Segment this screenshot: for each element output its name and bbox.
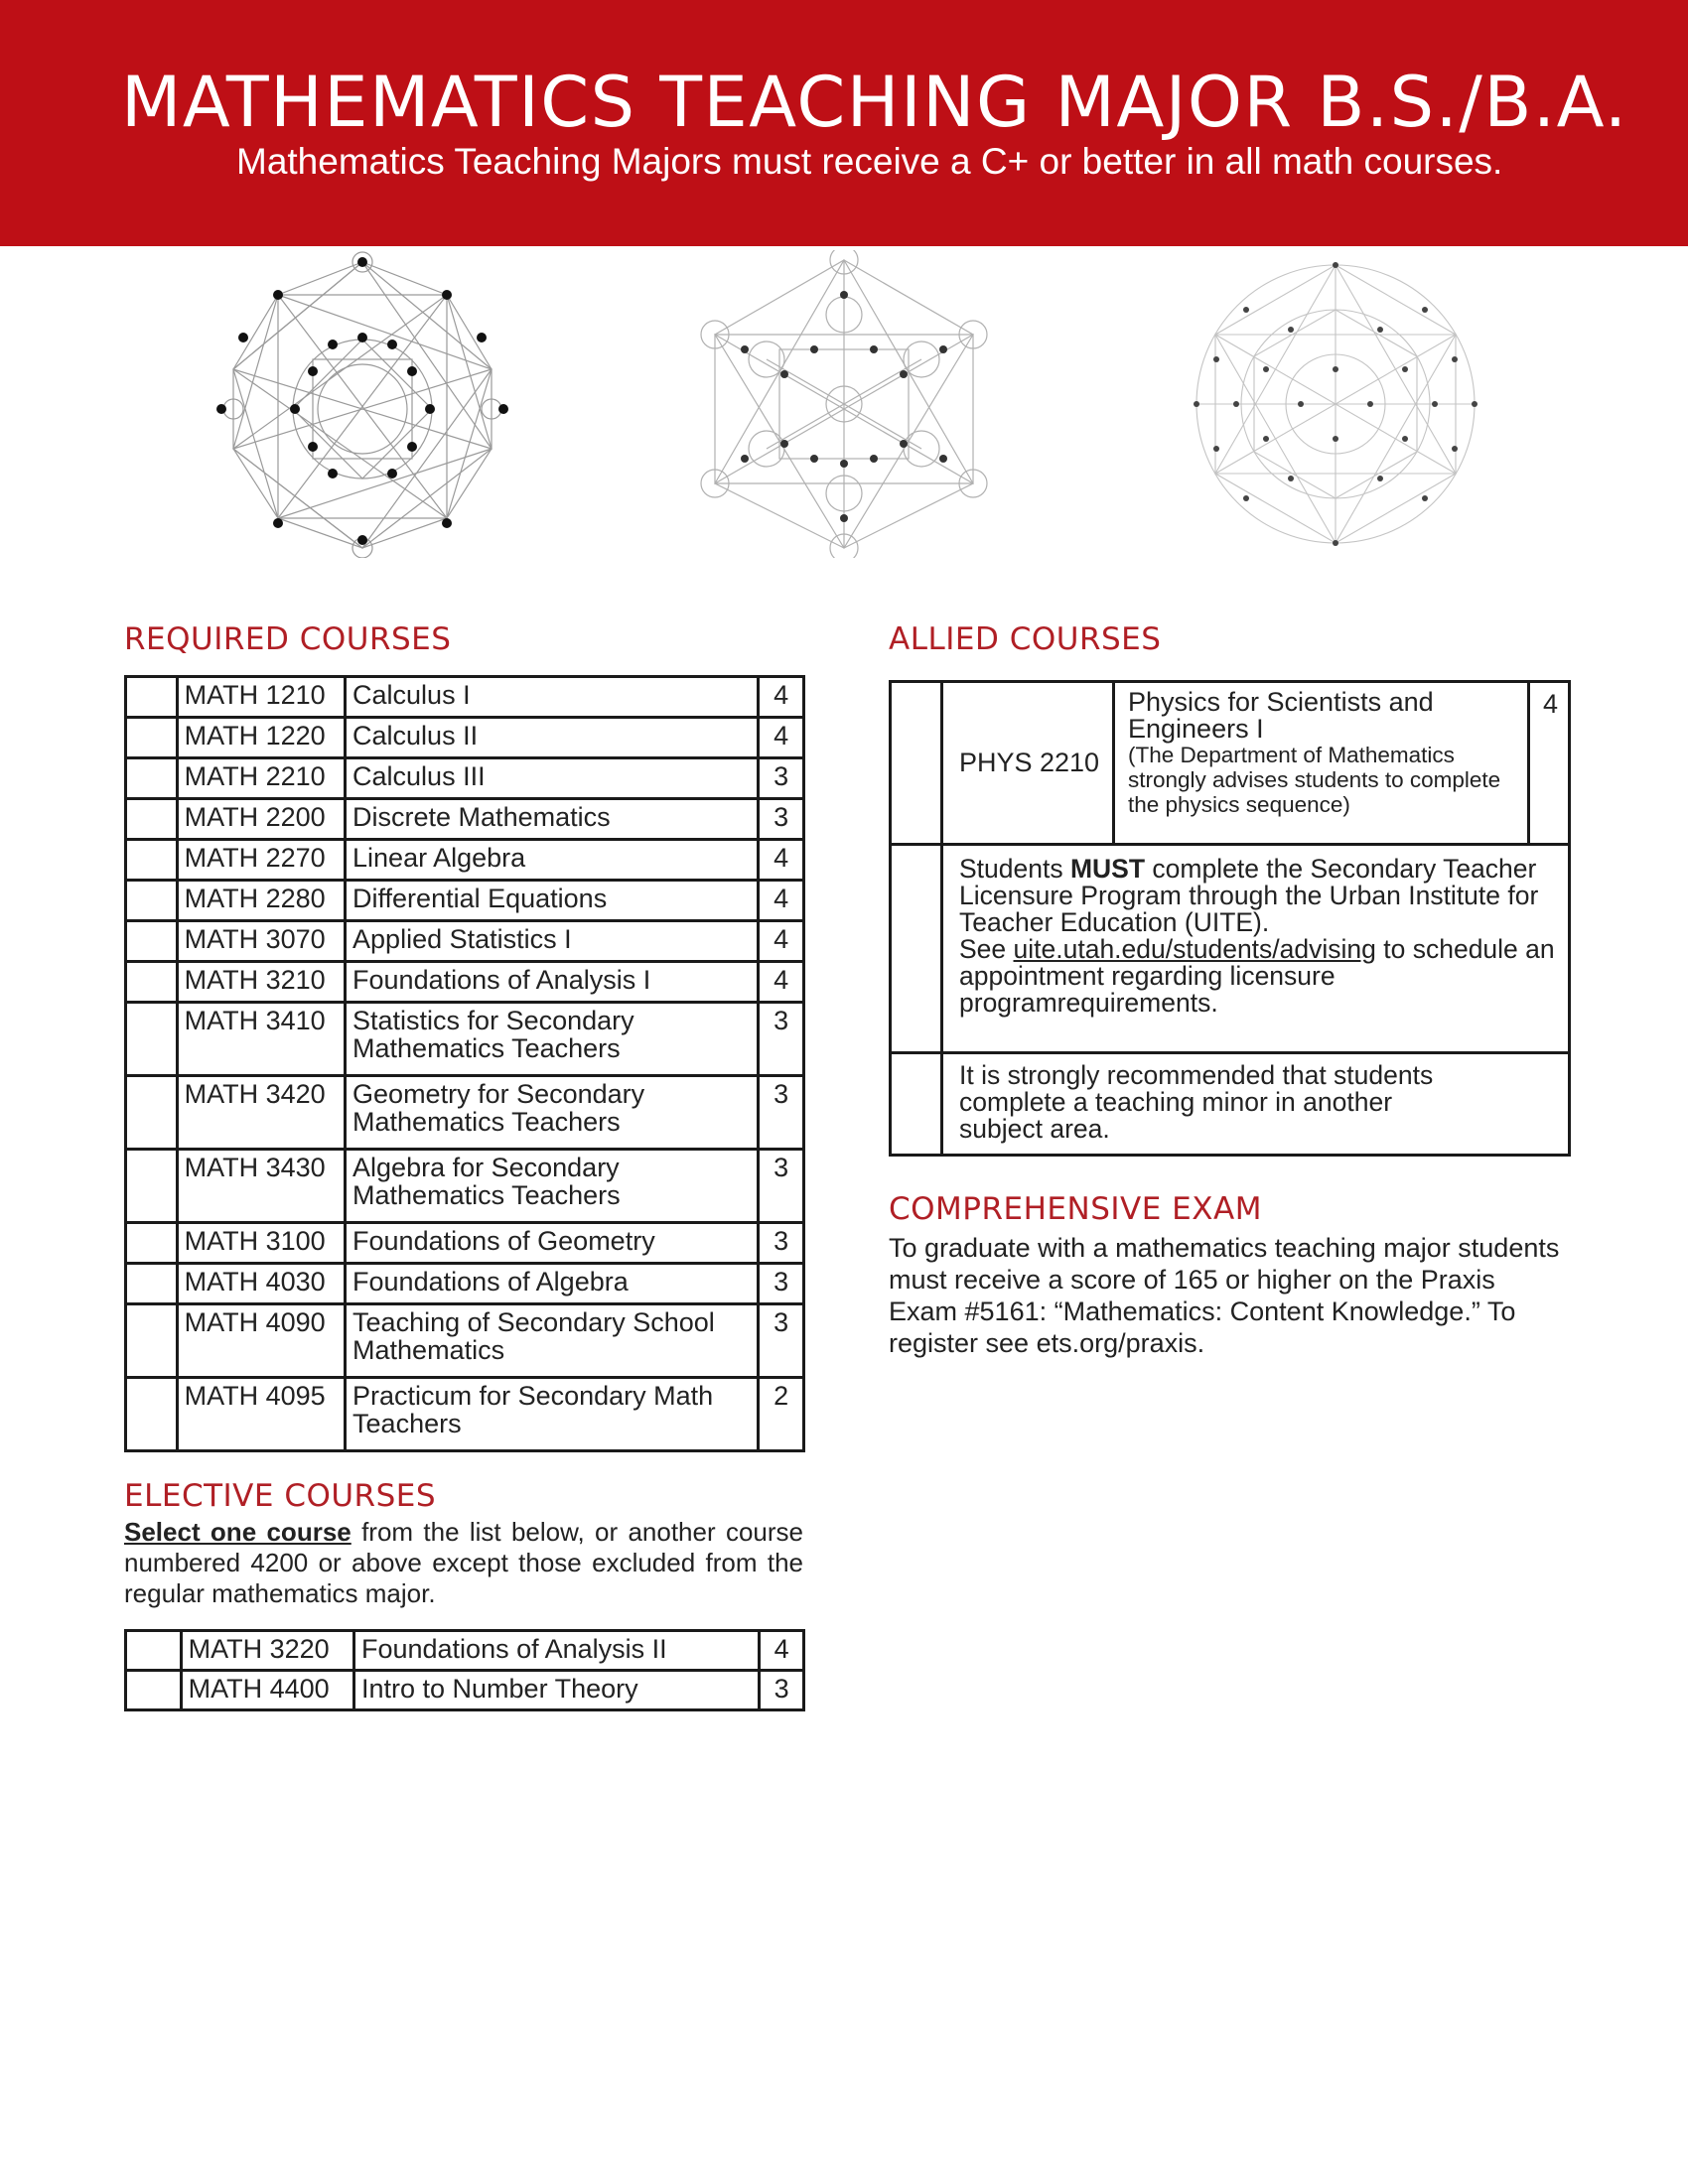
elective-courses-heading: ELECTIVE COURSES [124, 1478, 437, 1514]
course-code: MATH 3220 [181, 1631, 353, 1671]
course-title: Calculus I [346, 677, 759, 718]
course-checkbox[interactable] [126, 1003, 178, 1076]
licensure-post: complete the Secondary Teacher Licensure Program through the Urban Institute for Teacher Education (UITE). [959, 854, 1539, 937]
course-title: Geometry for Secondary Mathematics Teachers [346, 1076, 759, 1150]
course-code: MATH 4400 [181, 1671, 353, 1710]
required-courses-table [124, 675, 805, 1452]
course-title: Linear Algebra [346, 840, 759, 881]
course-code: MATH 2200 [177, 799, 345, 840]
course-credits: 3 [759, 1003, 804, 1076]
course-row [126, 1150, 804, 1223]
course-title: Teaching of Secondary School Mathematics [346, 1304, 759, 1378]
course-checkbox[interactable] [126, 1671, 182, 1710]
licensure-must: MUST [1069, 854, 1146, 884]
licensure-row [892, 846, 1568, 1054]
course-code: MATH 1220 [177, 718, 345, 758]
course-code: MATH 2210 [177, 758, 345, 799]
course-row [126, 1003, 804, 1076]
course-checkbox[interactable] [126, 921, 178, 962]
course-title: Practicum for Secondary Math Teachers [346, 1378, 759, 1451]
minor-row [892, 1054, 1568, 1154]
uite-advising-link[interactable]: uite.utah.edu/students/advising [1013, 934, 1376, 964]
minor-recommendation: It is strongly recommended that students complete a teaching minor in another subject area. [959, 1060, 1434, 1144]
course-title: Foundations of Analysis II [353, 1631, 759, 1671]
course-title: Algebra for Secondary Mathematics Teachers [346, 1150, 759, 1223]
course-row [126, 1304, 804, 1378]
course-checkbox[interactable] [126, 1076, 178, 1150]
course-credits: 3 [759, 1076, 804, 1150]
course-row [126, 799, 804, 840]
allied-course-note: (The Department of Mathematics strongly advises students to complete the physics sequence) [1128, 743, 1501, 817]
licensure-see: See [959, 934, 1014, 964]
course-row [126, 1631, 804, 1671]
course-title: Discrete Mathematics [346, 799, 759, 840]
course-code: MATH 3410 [177, 1003, 345, 1076]
sacred-geometry-graphic-3 [1177, 250, 1494, 558]
course-checkbox[interactable] [126, 962, 178, 1003]
licensure-text [959, 856, 1555, 1017]
course-credits: 4 [759, 677, 804, 718]
course-code: MATH 1210 [177, 677, 345, 718]
course-row [126, 677, 804, 718]
course-checkbox[interactable] [126, 799, 178, 840]
allied-courses-box [889, 680, 1571, 1157]
page-title: MATHEMATICS TEACHING MAJOR B.S./B.A. [121, 62, 1628, 143]
allied-courses-heading: ALLIED COURSES [889, 621, 1162, 657]
course-row [126, 1223, 804, 1264]
course-code: MATH 3100 [177, 1223, 345, 1264]
course-checkbox[interactable] [126, 1631, 182, 1671]
course-credits: 3 [759, 1304, 804, 1378]
course-row [126, 962, 804, 1003]
course-row [126, 1671, 804, 1710]
comprehensive-exam-description: To graduate with a mathematics teaching major students must receive a score of 165 or higher on the Praxis Exam #5161: “Mathematics: Content Knowledge.” To register see ets.org/praxis. [889, 1233, 1560, 1358]
course-code: MATH 4095 [177, 1378, 345, 1451]
course-row [126, 1378, 804, 1451]
course-checkbox[interactable] [126, 1378, 178, 1451]
course-row [126, 840, 804, 881]
course-code: MATH 4030 [177, 1264, 345, 1304]
course-row [126, 1076, 804, 1150]
course-checkbox[interactable] [126, 1264, 178, 1304]
course-code: MATH 3070 [177, 921, 345, 962]
course-title: Foundations of Analysis I [346, 962, 759, 1003]
course-title: Calculus II [346, 718, 759, 758]
course-checkbox[interactable] [126, 840, 178, 881]
allied-course-credits: 4 [1527, 683, 1571, 843]
course-title: Applied Statistics I [346, 921, 759, 962]
course-credits: 3 [759, 758, 804, 799]
course-title: Statistics for Secondary Mathematics Teachers [346, 1003, 759, 1076]
course-credits: 3 [759, 1150, 804, 1223]
course-credits: 3 [759, 799, 804, 840]
allied-course-row [892, 683, 1568, 846]
course-code: MATH 3210 [177, 962, 345, 1003]
course-checkbox[interactable] [126, 758, 178, 799]
elective-courses-table [124, 1629, 805, 1711]
sacred-geometry-graphic-2 [685, 250, 1003, 558]
course-code: MATH 3420 [177, 1076, 345, 1150]
course-credits: 3 [760, 1671, 804, 1710]
sacred-geometry-graphic-1 [204, 250, 521, 558]
course-credits: 3 [759, 1264, 804, 1304]
elective-description [124, 1517, 803, 1609]
course-row [126, 881, 804, 921]
course-code: MATH 2280 [177, 881, 345, 921]
required-courses-heading: REQUIRED COURSES [124, 621, 452, 657]
course-row [126, 1264, 804, 1304]
course-code: MATH 4090 [177, 1304, 345, 1378]
course-title: Calculus III [346, 758, 759, 799]
page-subtitle: Mathematics Teaching Majors must receive a C+ or better in all math courses. [236, 141, 1503, 182]
course-checkbox[interactable] [126, 1304, 178, 1378]
course-code: MATH 2270 [177, 840, 345, 881]
course-credits: 4 [759, 718, 804, 758]
course-credits: 4 [760, 1631, 804, 1671]
allied-course-code: PHYS 2210 [946, 683, 1115, 843]
course-credits: 3 [759, 1223, 804, 1264]
course-credits: 4 [759, 962, 804, 1003]
course-row [126, 758, 804, 799]
course-title: Differential Equations [346, 881, 759, 921]
allied-course-title: Physics for Scientists and Engineers I [1128, 687, 1434, 744]
course-checkbox[interactable] [126, 881, 178, 921]
course-credits: 4 [759, 921, 804, 962]
course-checkbox[interactable] [126, 677, 178, 718]
elective-lead: Select one course [124, 1517, 352, 1547]
course-credits: 4 [759, 840, 804, 881]
elective-description-text: from the list below, or another course numbered 4200 or above except those excluded from the regular mathematics major. [124, 1517, 803, 1608]
course-checkbox[interactable] [126, 718, 178, 758]
course-checkbox[interactable] [126, 1223, 178, 1264]
course-credits: 2 [759, 1378, 804, 1451]
course-row [126, 921, 804, 962]
licensure-tail: to schedule an appointment regarding licensure programrequirements. [959, 934, 1555, 1018]
licensure-pre: Students [959, 854, 1070, 884]
course-title: Foundations of Geometry [346, 1223, 759, 1264]
comprehensive-exam-heading: COMPREHENSIVE EXAM [889, 1191, 1262, 1227]
course-title: Foundations of Algebra [346, 1264, 759, 1304]
course-title: Intro to Number Theory [353, 1671, 759, 1710]
course-code: MATH 3430 [177, 1150, 345, 1223]
course-row [126, 718, 804, 758]
course-credits: 4 [759, 881, 804, 921]
header-banner [0, 0, 1688, 246]
course-checkbox[interactable] [126, 1150, 178, 1223]
